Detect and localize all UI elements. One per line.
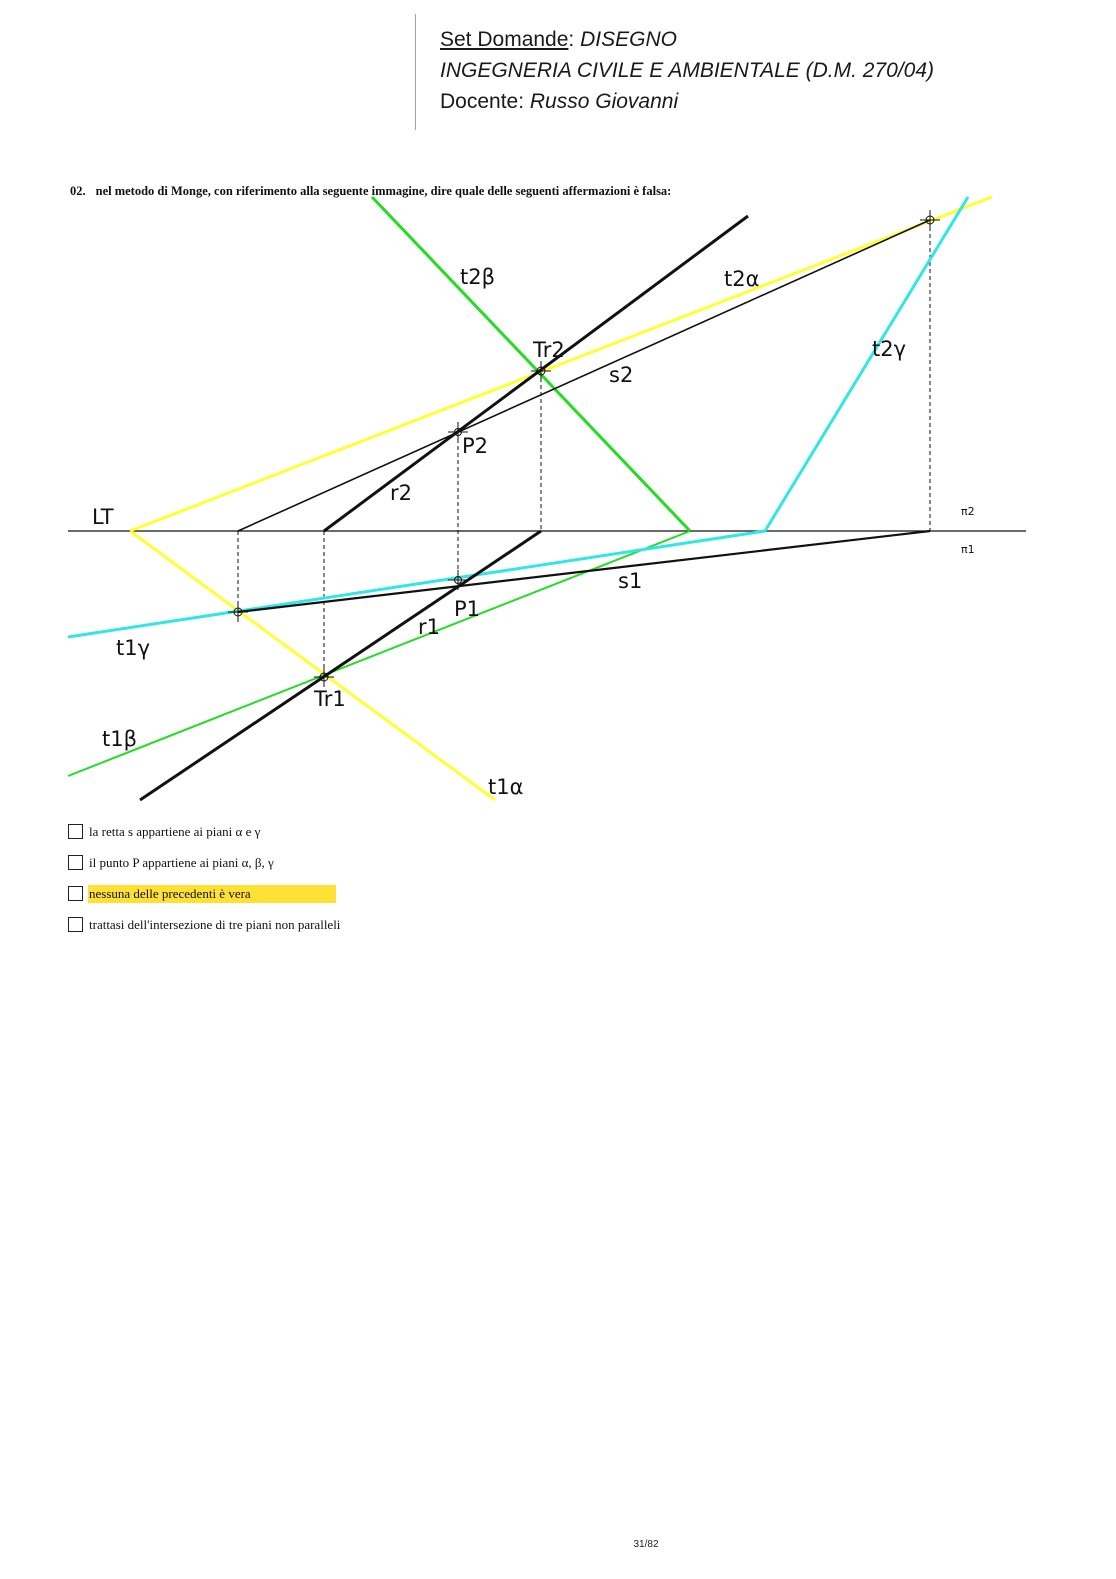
- question-text: nel metodo di Monge, con riferimento alla seguente immagine, dire quale delle seguenti affermazioni è falsa:: [95, 184, 672, 198]
- label-r1: r1: [418, 615, 440, 639]
- marker-right: [920, 210, 940, 230]
- label-t2beta: t2β: [460, 265, 495, 289]
- label-r2: r2: [390, 481, 412, 505]
- point-markers: [228, 210, 940, 687]
- answer-text: nessuna delle precedenti è vera: [88, 885, 336, 903]
- r1-line: [140, 531, 541, 800]
- subject: DISEGNO: [580, 28, 677, 51]
- t1beta-trace: [68, 531, 690, 776]
- s2-line: [238, 220, 930, 531]
- answer-checkbox[interactable]: [68, 917, 83, 932]
- label-pi1: π1: [961, 543, 975, 556]
- label-t1beta: t1β: [102, 727, 137, 751]
- answer-text: la retta s appartiene ai piani α e γ: [89, 823, 261, 839]
- t1alpha-trace: [130, 531, 495, 800]
- r2-line: [324, 216, 748, 531]
- label-s2: s2: [609, 363, 634, 387]
- answer-option-3[interactable]: [68, 878, 343, 909]
- s1-line: [238, 531, 930, 612]
- t2alpha-trace: [130, 197, 992, 531]
- label-t2gamma: t2γ: [872, 337, 907, 361]
- answer-list: [68, 816, 343, 940]
- set-label: Set Domande: [440, 28, 569, 51]
- answer-option-2[interactable]: [68, 847, 343, 878]
- answer-text: il punto P appartiene ai piani α, β, γ: [89, 854, 274, 870]
- label-s1: s1: [618, 569, 643, 593]
- answer-option-4[interactable]: [68, 909, 343, 940]
- answer-checkbox[interactable]: [68, 855, 83, 870]
- label-p1: P1: [454, 597, 481, 621]
- label-t1gamma: t1γ: [116, 636, 151, 660]
- page-number: 31/82: [633, 1539, 659, 1550]
- label-tr2: Tr2: [533, 338, 565, 362]
- teacher: Russo Giovanni: [529, 90, 679, 113]
- set-separator: :: [568, 28, 581, 51]
- label-p2: P2: [462, 434, 489, 458]
- answer-checkbox[interactable]: [68, 886, 83, 901]
- question-number: 02.: [70, 184, 86, 198]
- teacher-label: Docente: [440, 90, 519, 113]
- label-pi2: π2: [961, 505, 975, 518]
- t2beta-trace: [372, 197, 690, 531]
- course: INGEGNERIA CIVILE E AMBIENTALE (D.M. 270/04): [440, 59, 935, 82]
- label-lt: LT: [92, 505, 114, 529]
- answer-option-1[interactable]: [68, 816, 343, 847]
- t1gamma-trace: [68, 531, 765, 637]
- label-tr1: Tr1: [314, 687, 346, 711]
- teacher-separator: :: [518, 90, 530, 113]
- label-t2alpha: t2α: [724, 267, 760, 291]
- label-t1alpha: t1α: [488, 775, 524, 799]
- answer-checkbox[interactable]: [68, 824, 83, 839]
- answer-text: trattasi dell'intersezione di tre piani non paralleli: [89, 916, 341, 932]
